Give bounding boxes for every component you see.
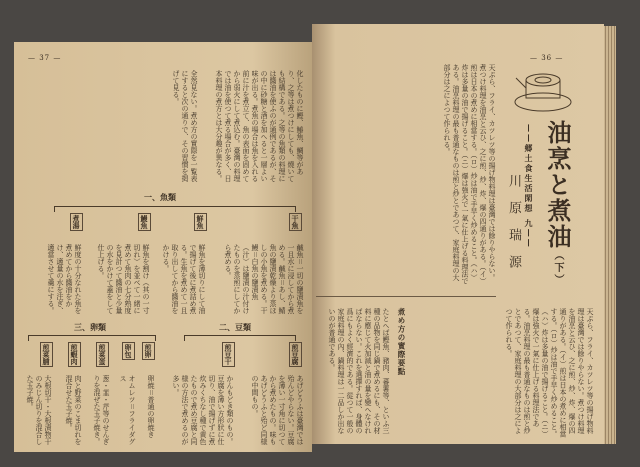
- series-subtitle: ——郷土食生活閑想 九——: [524, 124, 534, 249]
- group-text: 鮮魚を薄切りにして油で揚げて後に煮詰め煮る。生魚を煮めて一且取り出してから醬油をかける。: [162, 244, 206, 314]
- page-number: — 36 —: [530, 54, 564, 62]
- section-heading: 煮め方の實際要點: [397, 308, 406, 376]
- group-label: 卵包: [124, 344, 133, 358]
- intro-text: 全然見ない。煮め方の實際を一覧表にすると次の通りで、その習慣を掲げて見る。: [172, 70, 198, 182]
- page-number: — 37 —: [28, 54, 62, 62]
- group-text: 大根切干・大根漬物干のみじん切りを混合した玉子焼。: [26, 375, 52, 445]
- diagram-bracket: [54, 206, 296, 212]
- body-text: 天ぷら、フライ、カツレツ等の揚げ物料理は臺灣では餘りやらない。煮つけ料理を油烹と云ひ、之に煎、炒、炸、爆の四通りがある。（イ）煎は日本の煮めに相當する。（ロ）炒は油で手早く炒めること。（ハ）炸は多量の油で揚げること。（ニ）爆は強火で一氣に仕上げる料理法である。油烹料理の最も普通なものは煎と炒とであつて、家庭料理の大部分は之によつて作られる。: [505, 308, 594, 438]
- article-title: [540, 120, 575, 286]
- diagram-bracket: [28, 335, 156, 341]
- body-text: たとへば鰹魚、豬肉、蕃薯等、といふ三種の品物を同じ鍋で煮めるにも、その材料に應じて火加減と油の量を變へなければならない。これを選擇すれば、身體の爲にもよく經濟的である。從つて一般の家庭料理の內、鍋料理は一二品しか出ないのが普通である。: [328, 308, 390, 434]
- diagram-bracket: [184, 335, 296, 341]
- group-text: 卵焼＝普通の卵焼き: [147, 375, 155, 438]
- group-label: 煎豆干: [224, 344, 233, 365]
- group-label: 鮮魚: [196, 215, 205, 229]
- group-label: 煎菜脯: [42, 344, 51, 365]
- right-page: [312, 24, 604, 444]
- body-text: 化したものに鰹、鰆魚、鯛等があり、之等は煮つけにしても、燒いても結構である。之等の魚類の料理には醬油を使ふのが通例であるが、その中に砂糖と酒を加へると一層よい味が出る。煮魚の場合は魚を入れる前に汁を煮立て、魚の表面を固めてから弱火にして煮込む。臺灣の料理では油を使つて煮る場合が多く、日本料理の煮方とは大分趣が異なる。: [215, 70, 304, 182]
- title-text: 油烹と煮油: [543, 120, 572, 250]
- group-label: 煎蝦肉: [70, 344, 79, 365]
- group-text: オムレツ＝フライダグス: [119, 375, 136, 445]
- group-text: かんもどき類のもの。豆腐を薄い方形狀に仕切り、油で揚げずに煮炊みくちなし種で黄色たもので煮め豆腐と同様の方法で煮めるのが多い。: [172, 375, 234, 445]
- group-text: 肉と野菜のこま切れを混合せた玉子焼。: [65, 375, 82, 445]
- group-text: あげどうふは臺灣では殆んどやらない。豆腐を薄い一寸角に切つてから煮めたもの。味もあげどうふと殆ど同様の中間もの。: [251, 375, 304, 445]
- group-label: 煎豆腐: [291, 344, 300, 365]
- group-text: 葱・韮・芹等のせんぎりを混ぜた玉子焼き。: [93, 375, 110, 445]
- section-title-beans: 二、豆類: [219, 322, 251, 332]
- title-suffix: （下）: [552, 250, 563, 286]
- oil-press-illustration-icon: [512, 66, 574, 114]
- group-label: 煎卵: [144, 344, 153, 358]
- body-text: 天ぷら、フライ、カツレツ等の揚げ物料理は臺灣では餘りやらない。煮つけ料理を油烹と云ひ、之に煎、炒、炸、爆の四通りがある。（イ）煎は日本の煮めに相當する。（ロ）炒は油で手早く炒めること。（ハ）炸は多量の油で揚げること。（ニ）爆は強火で一氣に仕上げる料理法である。油烹料理の最も普通なものは煎と炒とであつて、家庭料理の大部分は之によつて作られる。: [443, 64, 496, 285]
- group-text: 鮮魚を割け（其の一寸切れ）を並べて一緒に煮めて魚肉の七分熟度を見計つて醬油と少量の水をかけて蓋をして仕上げる。: [97, 244, 150, 314]
- author-name: 川原瑞源: [506, 174, 521, 282]
- group-text: 鮮度の十分なれた魚を煮めてから醬油をかけ、適量の水を注ぎ、適當させて羹にする。: [47, 244, 82, 314]
- section-title-eggs: 三、卵類: [74, 322, 106, 332]
- group-label: 煮湯: [72, 215, 81, 229]
- left-page: [14, 42, 312, 452]
- group-label: 干魚: [291, 215, 300, 229]
- group-label: 鰻魚: [140, 215, 149, 229]
- divider: [316, 296, 496, 297]
- group-text: 鹹魚＝一切の鹽漬魚を一且水に浸してから煮める。鹹魚＝あし、鯖魚の鹽漬乾燥より蒸ほしの小魚を煮める。干鰻＝白魚の鹽漬魚（汁）は鹽漬の汁付けたものを蒸煎にしてから煮める。: [224, 244, 304, 314]
- group-label: 煎菜蛋: [98, 344, 107, 365]
- section-title-fish: 一、魚類: [144, 192, 176, 202]
